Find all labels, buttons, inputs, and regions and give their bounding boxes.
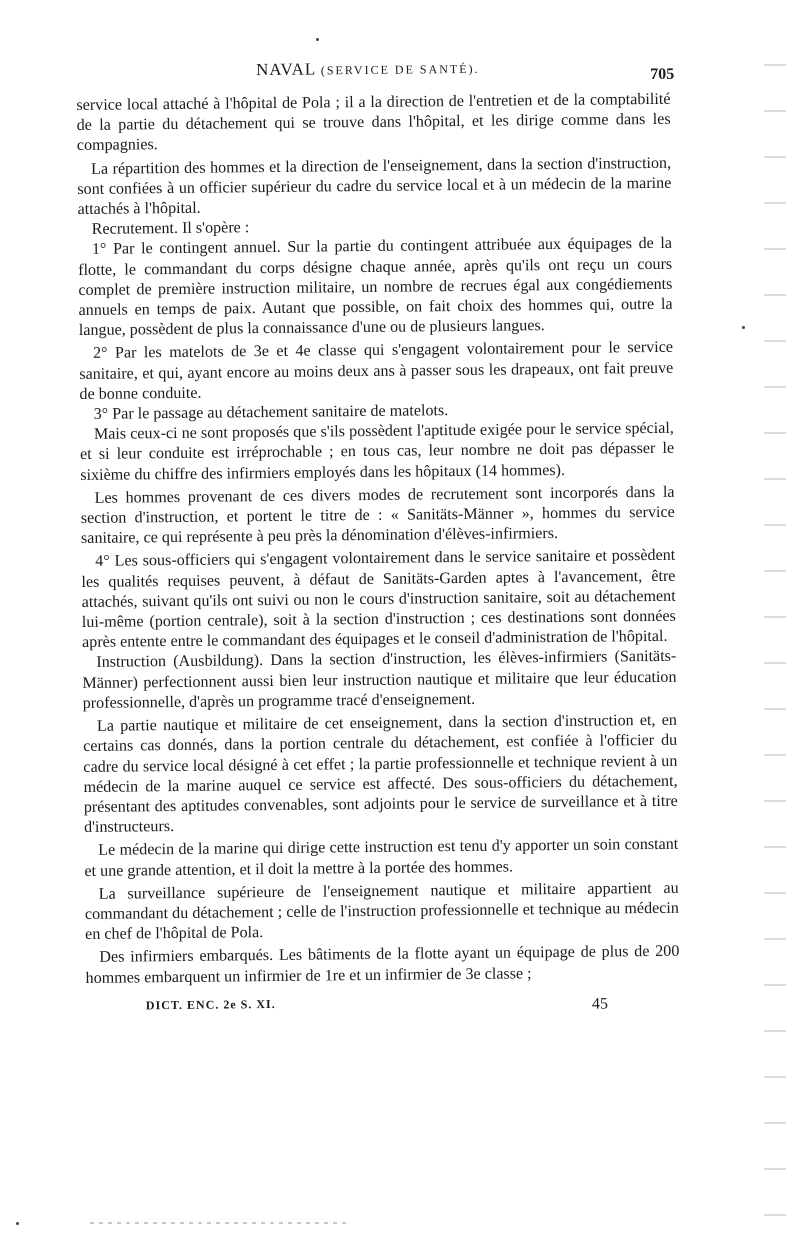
signature-mark: DICT. ENC. 2e S. XI. <box>145 996 276 1013</box>
paragraph: Instruction (Ausbildung). Dans la section d'instruction, les élèves-infirmiers (Sanitäts-Männer) perfectionnent aussi bien leur instruction nautique et militaire que leur éducation professionnelle, d'après un programme tracé d'enseignement. <box>82 648 677 712</box>
body-text <box>76 90 679 989</box>
running-header <box>76 56 675 96</box>
paragraph: La répartition des hommes et la direction de l'enseignement, dans la section d'instruction, sont confiées à un officier supérieur du cadre du service local et à un médecin de la marine attachés à l'hôpital. <box>77 154 672 219</box>
paragraph: 1° Par le contingent annuel. Sur la partie du contingent attribuée aux équipages de la flotte, le commandant du corps désigne chaque année, après qu'ils ont reçu un cours complet de première instruction militaire, un nombre de recrues égal aux congédiements annuels en temps de paix. Autant que possible, on fait choix des hommes qui, outre la langue, possèdent de plus la connaissance d'une ou de plusieurs langues. <box>78 235 673 340</box>
running-title <box>256 58 480 80</box>
paragraph: 2° Par les matelots de 3e et 4e classe qui s'engagent volontairement pour le service sanitaire, et qui, ayant encore au moins deux ans à passer sous les drapeaux, ont fait preuve de bonne conduite. <box>79 339 674 403</box>
paragraph: La partie nautique et militaire de cet enseignement, dans la section d'instruction et, en certains cas donnés, dans la portion centrale du détachement, est confiée à l'officier du cadre du service local désigné à cet effet ; la partie professionnelle et technique revient à un médecin de la marine auquel ce service est affecté. Des sous-officiers du détachement, présentant des aptitudes convenables, sont adjoints pour le service de surveillance et à titre d'instructeurs. <box>83 711 678 837</box>
running-title-sub: (SERVICE DE SANTÉ). <box>320 61 480 78</box>
paragraph: 4° Les sous-officiers qui s'engagent volontairement dans le service sanitaire et possèdent les qualités requises peuvent, à défaut de Sanitäts-Garden aptes à l'avancement, être attachés, suivant qu'ils ont suivi ou non le cours d'instruction sanitaire, soit au détachement lui-même (portion centrale), soit à la section d'instruction ; ces destinations sont données après entente entre le commandant des équipages et le conseil d'administration de l'hôpital. <box>81 547 676 652</box>
sheet-number: 45 <box>591 995 608 1013</box>
paragraph: La surveillance supérieure de l'enseignement nautique et militaire appartient au commandant du détachement ; celle de l'instruction professionnelle et technique au médecin en chef de l'hôpital de Pola. <box>84 879 679 944</box>
paragraph: Les hommes provenant de ces divers modes de recrutement sont incorporés dans la section d'instruction, et portent le titre de : « Sanitäts-Männer », hommes du service sanitaire, ce qui représente à peu près la dénomination d'élèves-infirmiers. <box>80 483 675 548</box>
page-number: 705 <box>650 65 675 83</box>
paragraph: Le médecin de la marine qui dirige cette instruction est tenu d'y apporter un soin constant et une grande attention, et il doit la mettre à la portée des hommes. <box>84 836 679 880</box>
scan-dot <box>16 1222 19 1225</box>
document-page <box>76 56 680 1023</box>
paragraph: Recrutement. Il s'opère : <box>91 219 250 239</box>
paragraph: service local attaché à l'hôpital de Pola ; il a la direction de l'entretien et de la comptabilité de la partie du détachement qui se trouve dans l'hôpital, et les dirige comme dans les compagnies. <box>76 90 671 155</box>
scan-bottom-noise <box>90 1222 350 1224</box>
running-title-main: NAVAL <box>255 59 316 80</box>
page-footer <box>86 986 680 1022</box>
scan-dot <box>316 38 319 41</box>
paragraph: Mais ceux-ci ne sont proposés que s'ils possèdent l'aptitude exigée pour le service spécial, et si leur conduite est irréprochable ; en tous cas, leur nombre ne doit pas dépasser le sixième du chiffre des infirmiers employés dans les hôpitaux (14 hommes). <box>80 420 675 484</box>
paragraph: Des infirmiers embarqués. Les bâtiments de la flotte ayant un équipage de plus de 200 hommes embarquent un infirmier de 1re et un infirmier de 3e classe ; <box>85 943 680 987</box>
paragraph: 3° Par le passage au détachement sanitaire de matelots. <box>93 402 449 423</box>
scan-margin-marks <box>764 30 786 1250</box>
scan-dot <box>742 326 745 329</box>
